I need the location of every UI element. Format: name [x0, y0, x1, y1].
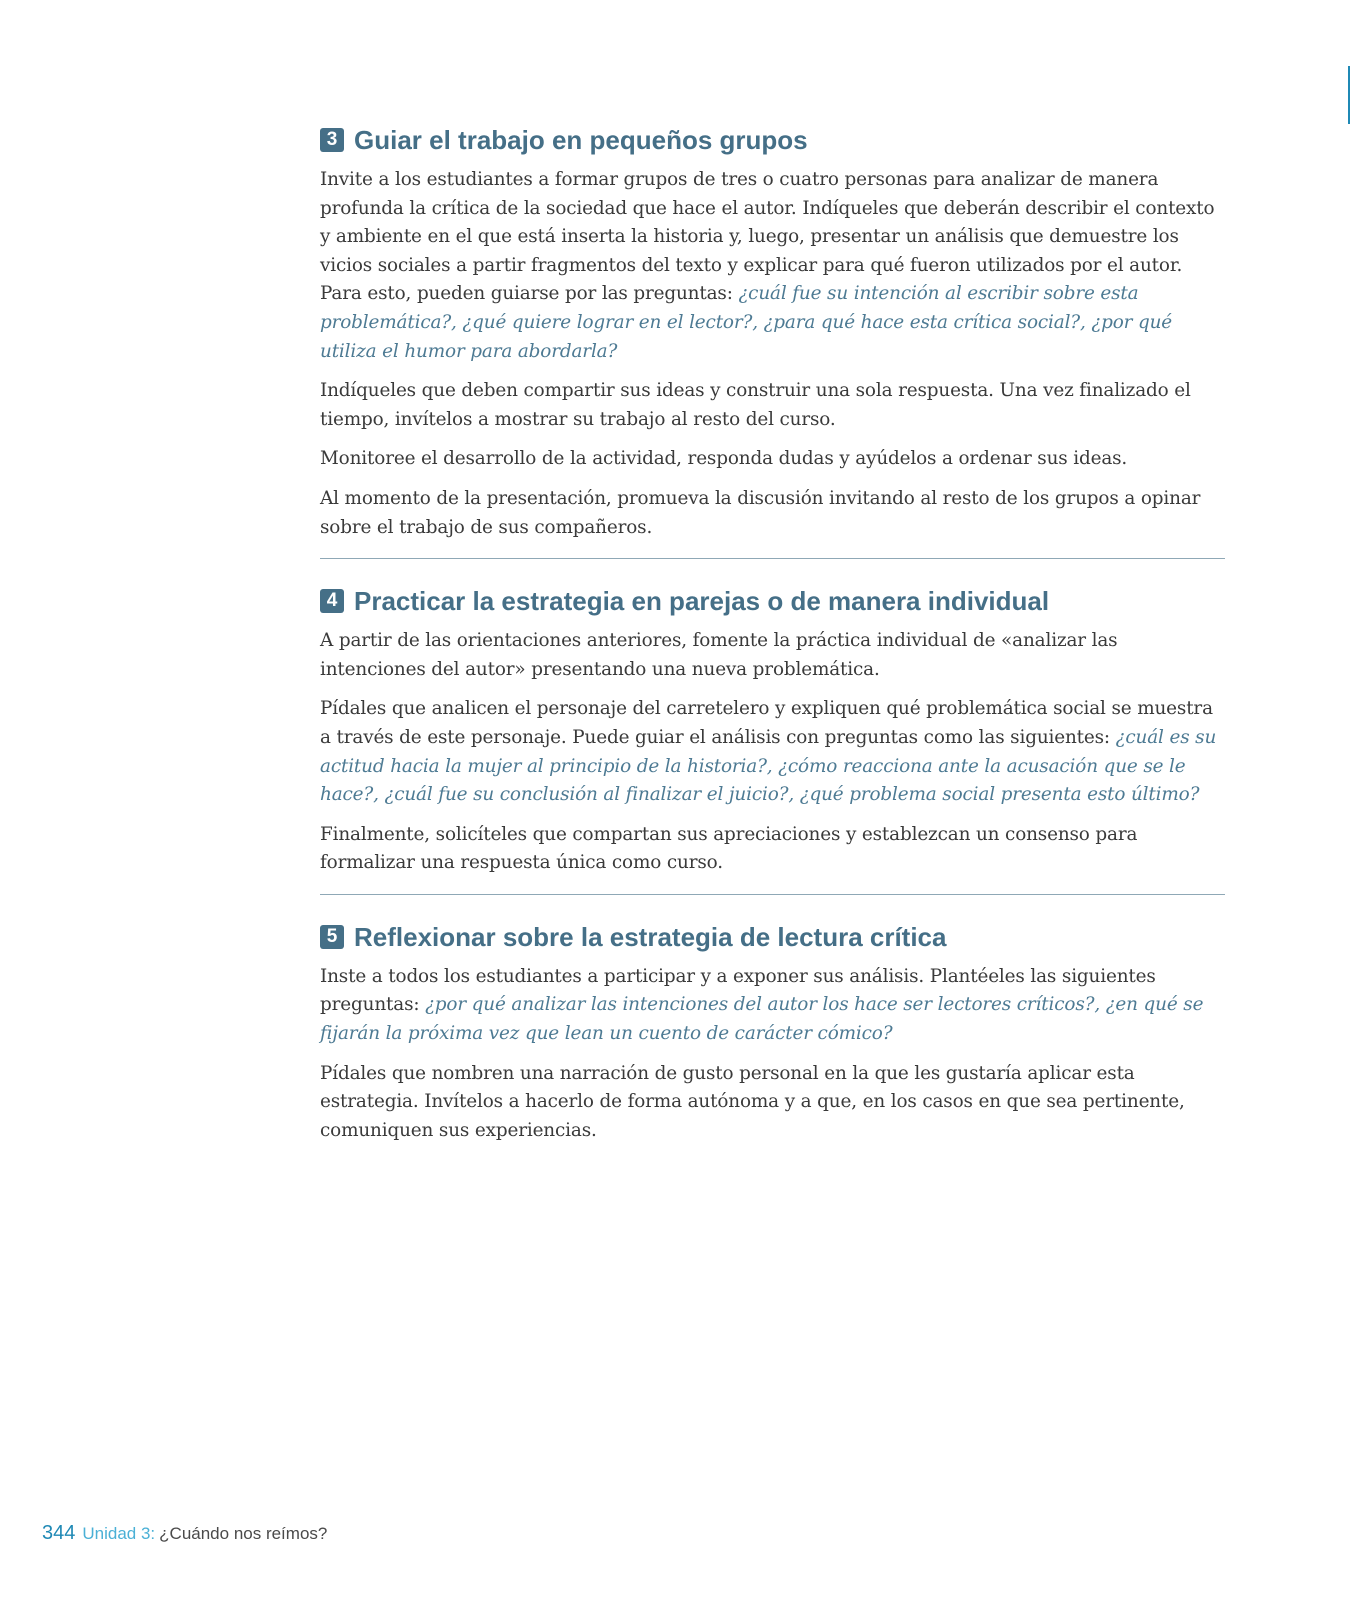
page-number: 344 — [42, 1522, 76, 1544]
section-number-badge: 5 — [320, 925, 344, 949]
section-heading — [320, 585, 1225, 617]
section-heading — [320, 124, 1225, 156]
paragraph: Pídales que nombren una narración de gusto personal en la que les gustaría aplicar esta estrategia. Invítelos a hacerlo de forma autónoma y a que, en los casos en que sea pertinente, comuniquen sus experiencias. — [320, 1062, 1185, 1141]
paragraph — [320, 695, 1225, 809]
section-divider — [320, 558, 1225, 559]
guiding-questions: ¿cuál fue su intención al escribir sobre esta problemática?, ¿qué quiere lograr en el lector?, ¿para qué hace esta crítica social?, ¿por qué utiliza el humor para abordarla? — [320, 283, 1173, 362]
paragraph: A partir de las orientaciones anteriores, fomente la práctica individual de «analizar las intenciones del autor» presentando una nueva problemática. — [320, 630, 1118, 680]
section-3 — [320, 124, 1225, 542]
guiding-questions: ¿por qué analizar las intenciones del autor los hace ser lectores críticos?, ¿en qué se fijarán la próxima vez que lean un cuento de carácter cómico? — [320, 994, 1204, 1045]
paragraph-text: Invite a los estudiantes a formar grupos de tres o cuatro personas para analizar de manera profunda la crítica de la sociedad que hace el autor. Indíqueles que deberán describir el contexto y ambiente en el que está inserta la historia y, luego, presentar un análisis que demuestre los vicios sociales a partir fragmentos del texto y explicar para qué fueron utilizados por el autor. Para esto, pueden guiarse por las preguntas: — [320, 169, 1215, 305]
page-footer — [42, 1522, 327, 1545]
unit-label: Unidad 3: — [82, 1524, 156, 1543]
section-number-badge: 4 — [320, 589, 344, 613]
section-divider — [320, 894, 1225, 895]
guiding-questions: ¿cuál es su actitud hacia la mujer al principio de la historia?, ¿cómo reacciona ante la acusación que se le hace?, ¿cuál fue su conclusión al finalizar el juicio?, ¿qué problema social presenta esto último? — [320, 726, 1217, 806]
section-heading — [320, 921, 1225, 953]
page-content — [320, 124, 1225, 1156]
paragraph — [320, 166, 1225, 366]
section-number-badge: 3 — [320, 128, 344, 152]
paragraph-text: Pídales que analicen el personaje del carretelero y expliquen qué problemática social se muestra a través de este personaje. Puede guiar el análisis con preguntas como las siguientes: — [320, 698, 1213, 748]
section-4 — [320, 585, 1225, 878]
section-5 — [320, 921, 1225, 1146]
paragraph: Al momento de la presentación, promueva la discusión invitando al resto de los grupos a opinar sobre el trabajo de sus compañeros. — [320, 487, 1201, 538]
section-title: Practicar la estrategia en parejas o de manera individual — [354, 586, 1050, 617]
paragraph: Monitoree el desarrollo de la actividad, responda dudas y ayúdelos a ordenar sus ideas. — [320, 448, 1128, 470]
paragraph-text: Inste a todos los estudiantes a participar y a exponer sus análisis. Plantéeles las siguientes preguntas: — [320, 965, 1156, 1016]
section-title: Guiar el trabajo en pequeños grupos — [354, 125, 808, 155]
paragraph — [320, 963, 1225, 1049]
paragraph: Indíqueles que deben compartir sus ideas y construir una sola respuesta. Una vez finalizado el tiempo, invítelos a mostrar su trabajo al resto del curso. — [320, 380, 1191, 430]
section-title: Reflexionar sobre la estrategia de lectura crítica — [354, 921, 947, 952]
paragraph: Finalmente, solicíteles que compartan sus apreciaciones y establezcan un consenso para formalizar una respuesta única como curso. — [320, 823, 1138, 874]
unit-title: ¿Cuándo nos reímos? — [159, 1524, 328, 1543]
